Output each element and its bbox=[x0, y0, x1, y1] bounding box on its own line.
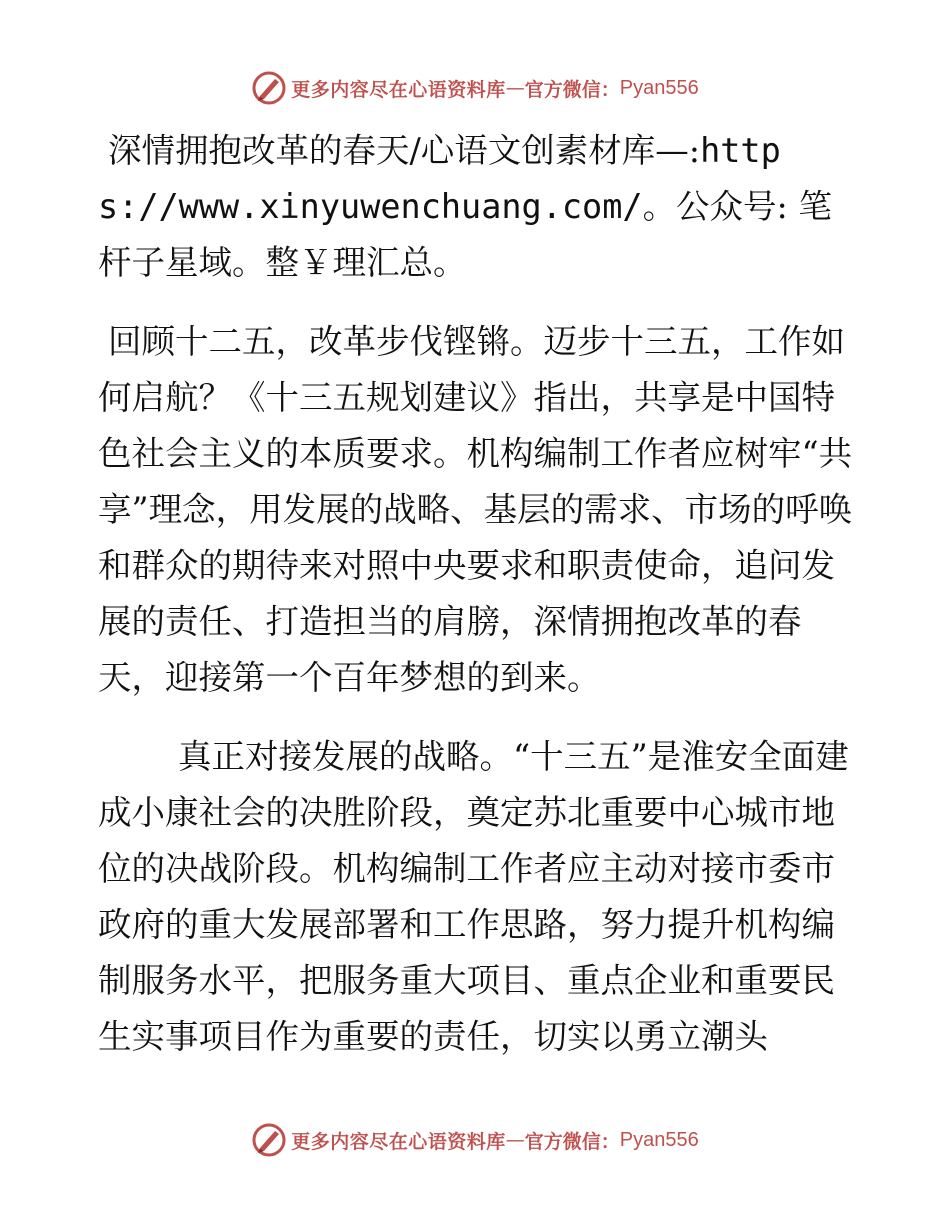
intro-text-2: 。公众号: 笔杆子星域。整￥理汇总。 bbox=[98, 187, 832, 282]
banner-wechat-label: 官方微信： bbox=[524, 78, 620, 101]
banner-text: 更多内容尽在心语资料库 bbox=[291, 1130, 506, 1153]
paragraph-strategy: 真正对接发展的战略。“十三五”是淮安全面建成小康社会的决胜阶段，奠定苏北重要中心城市地位的决战阶段。机构编制工作者应主动对接市委市政府的重大发展部署和工作思路，努力提升机构编制服务水平，把服务重大项目、重点企业和重要民生实事项目作为重要的责任，切实以勇立潮头 bbox=[98, 737, 849, 1056]
footer-watermark-banner bbox=[0, 1120, 950, 1160]
intro-text-1: 深情拥抱改革的春天/心语文创素材库—: bbox=[108, 131, 701, 170]
banner-separator: — bbox=[505, 1129, 525, 1151]
banner-wechat-id: Pyan556 bbox=[619, 76, 699, 99]
header-watermark-banner bbox=[0, 68, 950, 108]
document-body bbox=[98, 123, 858, 1065]
banner-wechat-label: 官方微信： bbox=[524, 1130, 620, 1153]
banner-text: 更多内容尽在心语资料库 bbox=[291, 78, 506, 101]
intro-url: https://www.xinyuwenchuang.com/ bbox=[98, 131, 781, 226]
intro-paragraph bbox=[98, 123, 858, 291]
paragraph-review: 回顾十二五，改革步伐铿锵。迈步十三五，工作如何启航？《十三五规划建议》指出，共享是中国特色社会主义的本质要求。机构编制工作者应树牢“共享”理念，用发展的战略、基层的需求、市场的呼唤和群众的期待来对照中央要求和职责使命，追问发展的责任、打造担当的肩膀，深情拥抱改革的春天，迎接第一个百年梦想的到来。 bbox=[98, 322, 853, 697]
banner-separator: — bbox=[505, 77, 525, 99]
pen-logo-icon bbox=[251, 70, 287, 106]
pen-logo-icon bbox=[251, 1122, 287, 1158]
banner-wechat-id: Pyan556 bbox=[619, 1128, 699, 1151]
